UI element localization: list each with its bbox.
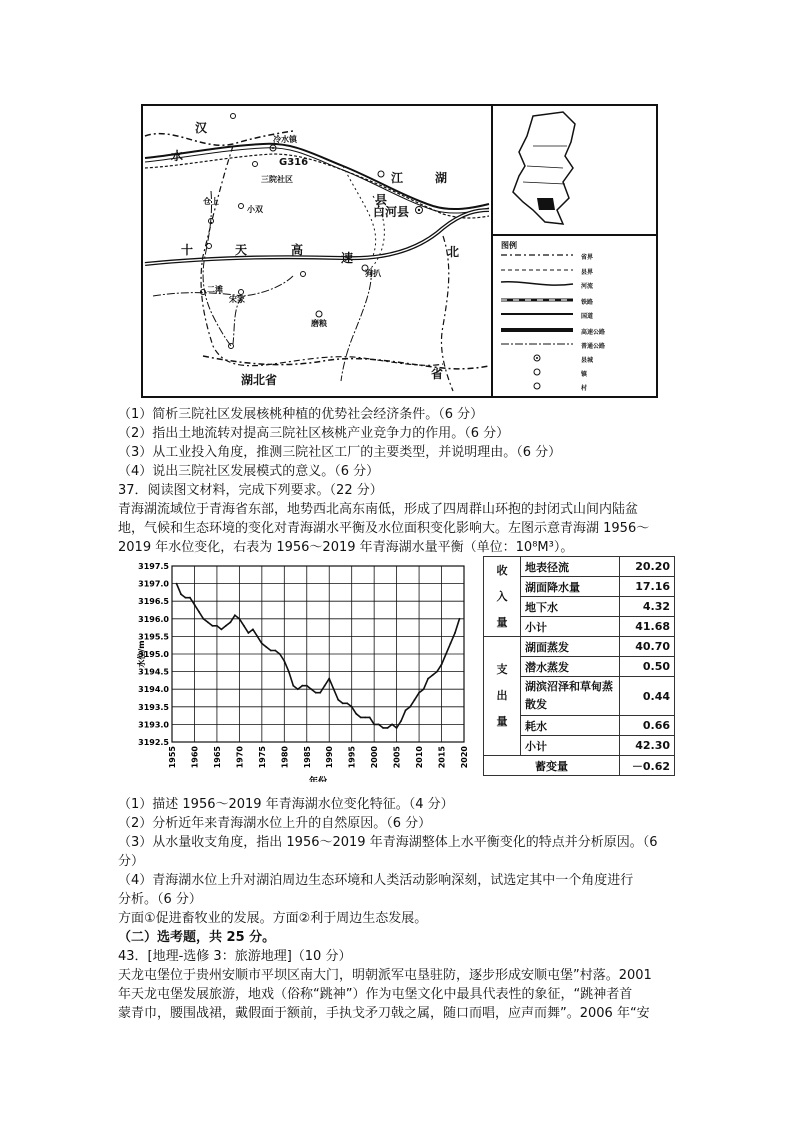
data-point: [257, 636, 259, 638]
q36-item-2: （2）指出土地流转对提高三院社区核桃产业竞争力的作用。（6 分）: [118, 426, 510, 441]
q36-item-3: （3）从工业投入角度，推测三院社区工厂的主要类型，并说明理由。（6 分）: [118, 445, 562, 460]
data-point: [198, 611, 200, 613]
q36-item-4: （4）说出三院社区发展模式的意义。（6 分）: [118, 464, 380, 479]
q43-title: 43．[地理-选修 3：旅游地理]（10 分）: [118, 949, 352, 964]
data-point: [346, 702, 348, 704]
data-point: [252, 629, 254, 631]
data-point: [243, 625, 245, 627]
data-point: [405, 709, 407, 711]
legend-item-1: 县界: [581, 269, 594, 276]
q37-item-3-cont: 分）: [118, 854, 145, 869]
legend-item-2: 河流: [581, 283, 594, 290]
legend-item-6: 普通公路: [581, 343, 606, 350]
label-lengshui: 冷水镇: [273, 135, 297, 144]
change-value: －0.62: [620, 756, 675, 776]
expense-value-2: 0.44: [620, 677, 675, 716]
label-baihe: 白河县: [373, 205, 410, 219]
legend-item-3: 铁路: [581, 299, 594, 306]
inset-outline: [493, 106, 653, 232]
data-point: [328, 678, 330, 680]
label-xiaoshuang: 小双: [247, 205, 263, 214]
label-moxing: 磨粮: [311, 319, 327, 328]
data-point: [221, 629, 223, 631]
data-point: [450, 643, 452, 645]
data-point: [194, 604, 196, 606]
data-point: [239, 618, 241, 620]
expense-label-cell: [484, 637, 521, 756]
x-tick-label: 2000: [370, 746, 380, 769]
data-point: [315, 692, 317, 694]
data-point: [274, 650, 276, 652]
data-point: [189, 597, 191, 599]
label-hubeisheng: 湖北省: [241, 373, 278, 387]
data-point: [288, 671, 290, 673]
label-gao: 高: [291, 243, 304, 257]
legend-item-4: 国道: [581, 313, 594, 320]
data-point: [364, 717, 366, 719]
data-point: [369, 717, 371, 719]
q37-text-3: 2019 年水位变化，右表为 1956～2019 年青海湖水量平衡（单位：10⁸M³）。: [118, 540, 574, 555]
y-axis-label: 水位/m: [137, 640, 146, 668]
data-point: [409, 706, 411, 708]
data-point: [292, 685, 294, 687]
section-2-title: （二）选考题，共 25 分。: [118, 930, 276, 945]
label-songjia: 宋家: [229, 295, 245, 304]
y-tick-label: 3196.0: [138, 614, 169, 624]
data-point: [432, 674, 434, 676]
x-tick-label: 1985: [302, 746, 312, 769]
water-balance-table: [483, 556, 675, 776]
map-legend: [491, 234, 658, 398]
y-tick-label: 3192.5: [138, 738, 169, 747]
data-point: [445, 653, 447, 655]
q37-title: 37．阅读图文材料，完成下列要求。（22 分）: [118, 483, 383, 498]
income-item-1: 湖面降水量: [521, 577, 620, 597]
income-label: 收 入 量: [496, 563, 508, 629]
label-shi: 十: [181, 243, 194, 257]
data-point: [459, 618, 461, 620]
x-tick-label: 1970: [235, 746, 245, 769]
expense-value-1: 0.50: [620, 657, 675, 677]
data-point: [337, 699, 339, 701]
data-point: [212, 625, 214, 627]
income-value-1: 17.16: [620, 577, 675, 597]
data-point: [176, 583, 178, 585]
income-item-2: 地下水: [521, 597, 620, 617]
data-point: [423, 688, 425, 690]
data-point: [225, 625, 227, 627]
x-tick-label: 2015: [437, 746, 447, 769]
y-tick-label: 3193.0: [138, 720, 169, 730]
data-point: [265, 646, 267, 648]
q37-item-4-cont: 分析。（6 分）: [118, 892, 202, 907]
y-tick-label: 3197.5: [138, 562, 169, 571]
data-point: [387, 727, 389, 729]
label-goupa: 狗扒: [365, 269, 381, 278]
data-point: [234, 614, 236, 616]
data-point: [261, 643, 263, 645]
q37-answer: 方面①促进畜牧业的发展。方面②利于周边生态发展。: [118, 911, 428, 926]
income-item-3: 小计: [521, 617, 620, 637]
label-sheng: 省: [431, 367, 444, 381]
q43-text-2: 年天龙屯堡发展旅游，地戏（俗称“跳神”）作为屯堡文化中最具代表性的象征，“跳神者首: [118, 987, 633, 1002]
q37-text-2: 地，气候和生态环境的变化对青海湖水平衡及水位面积变化影响大。左图示意青海湖 1956～: [118, 521, 650, 536]
legend-item-0: 省界: [581, 254, 594, 261]
data-point: [441, 664, 443, 666]
data-point: [400, 720, 402, 722]
location-map: [141, 104, 658, 398]
expense-item-2: 湖滨沼泽和草甸蒸散发: [521, 677, 620, 716]
data-point: [342, 702, 344, 704]
legend-item-7: 县城: [581, 357, 594, 364]
q37-text-1: 青海湖流域位于青海省东部，地势西北高东南低，形成了四周群山环抱的封闭式山间内陆盆: [118, 502, 639, 517]
income-value-0: 20.20: [620, 557, 675, 577]
y-tick-label: 3193.5: [138, 702, 169, 712]
expense-value-3: 0.66: [620, 716, 675, 736]
data-point: [319, 692, 321, 694]
data-point: [360, 717, 362, 719]
y-tick-label: 3196.5: [138, 597, 169, 607]
chart-svg: [134, 560, 474, 782]
data-point: [378, 724, 380, 726]
label-ertan: 二滩: [207, 285, 223, 294]
q37-item-2: （2）分析近年来青海湖水位上升的自然原因。（6 分）: [118, 816, 432, 831]
x-tick-label: 1990: [325, 746, 335, 769]
data-point: [333, 688, 335, 690]
data-point: [279, 653, 281, 655]
data-point: [230, 621, 232, 623]
label-cangshang: 仓上: [203, 197, 219, 206]
x-tick-label: 1960: [190, 746, 200, 769]
label-tian: 天: [235, 243, 248, 257]
expense-label: 支 出 量: [496, 663, 508, 728]
series-line-water-level: [177, 584, 460, 728]
legend-item-9: 村: [581, 385, 588, 392]
data-point: [297, 688, 299, 690]
data-point: [427, 678, 429, 680]
expense-item-3: 耗水: [521, 716, 620, 736]
data-point: [324, 685, 326, 687]
data-point: [414, 699, 416, 701]
expense-item-1: 潜水蒸发: [521, 657, 620, 677]
data-point: [180, 593, 182, 595]
data-point: [310, 688, 312, 690]
data-point: [283, 660, 285, 662]
income-item-0: 地表径流: [521, 557, 620, 577]
data-point: [216, 625, 218, 627]
income-value-2: 4.32: [620, 597, 675, 617]
label-g316: G316: [279, 157, 309, 168]
label-xian: 县: [375, 193, 388, 207]
data-point: [185, 597, 187, 599]
q43-text-1: 天龙屯堡位于贵州安顺市平坝区南大门，明朝派军屯垦驻防，逐步形成安顺屯堡”村落。2001: [118, 968, 652, 983]
legend-symbols: [493, 236, 653, 396]
y-tick-label: 3195.5: [138, 632, 169, 642]
y-tick-label: 3194.0: [138, 685, 169, 695]
income-label-cell: [484, 557, 521, 637]
x-tick-label: 1980: [280, 746, 290, 769]
expense-value-4: 42.30: [620, 736, 675, 756]
x-tick-label: 2010: [415, 746, 425, 769]
x-tick-label: 1965: [212, 746, 222, 769]
x-tick-label: 1955: [168, 746, 177, 769]
q36-item-1: （1）简析三院社区发展核桃种植的优势社会经济条件。（6 分）: [118, 407, 484, 422]
y-tick-label: 3195.0: [138, 650, 169, 659]
data-point: [418, 692, 420, 694]
x-tick-label: 1995: [347, 746, 357, 769]
data-point: [207, 621, 209, 623]
data-point: [454, 632, 456, 634]
label-su: 速: [341, 251, 354, 265]
q37-item-4: （4）青海湖水位上升对湖泊周边生态环境和人类活动影响深刻，试选定其中一个角度进行: [118, 873, 634, 888]
expense-value-0: 40.70: [620, 637, 675, 657]
data-point: [391, 724, 393, 726]
water-level-chart: [134, 560, 474, 782]
label-shui: 水: [171, 149, 184, 163]
legend-item-5: 高速公路: [581, 329, 606, 336]
data-point: [306, 685, 308, 687]
x-axis-label: 年份: [308, 777, 328, 782]
inset-map: [491, 106, 658, 234]
income-value-3: 41.68: [620, 617, 675, 637]
expense-item-4: 小计: [521, 736, 620, 756]
label-bei: 北: [447, 245, 460, 259]
label-sanyuan: 三院社区: [261, 175, 293, 184]
x-tick-label: 2005: [392, 746, 402, 769]
label-hu: 湖: [435, 171, 448, 185]
x-tick-label: 2020: [460, 746, 469, 769]
x-tick-label: 1975: [257, 746, 267, 769]
change-label: 蓄变量: [484, 756, 620, 776]
y-tick-label: 3194.5: [138, 667, 169, 677]
label-han: 汉: [195, 121, 208, 135]
q43-text-3: 蒙青巾，腰围战裙，戴假面于额前，手执戈矛刀戟之属，随口而唱，应声而舞”。2006 年“安: [118, 1006, 650, 1021]
data-point: [203, 618, 205, 620]
q37-item-3: （3）从水量收支角度，指出 1956～2019 年青海湖整体上水平衡变化的特点并分析原因。（6: [118, 835, 658, 850]
data-point: [351, 706, 353, 708]
data-point: [373, 724, 375, 726]
data-point: [248, 632, 250, 634]
y-tick-label: 3197.0: [138, 579, 169, 589]
legend-item-8: 镇: [581, 371, 588, 378]
data-point: [436, 671, 438, 673]
label-jiang: 江: [391, 171, 404, 185]
data-point: [301, 685, 303, 687]
data-point: [355, 713, 357, 715]
legend-title: 图例: [501, 241, 517, 250]
data-point: [396, 727, 398, 729]
expense-item-0: 湖面蒸发: [521, 637, 620, 657]
data-point: [382, 727, 384, 729]
q37-item-1: （1）描述 1956～2019 年青海湖水位变化特征。（4 分）: [118, 797, 454, 812]
data-point: [270, 650, 272, 652]
